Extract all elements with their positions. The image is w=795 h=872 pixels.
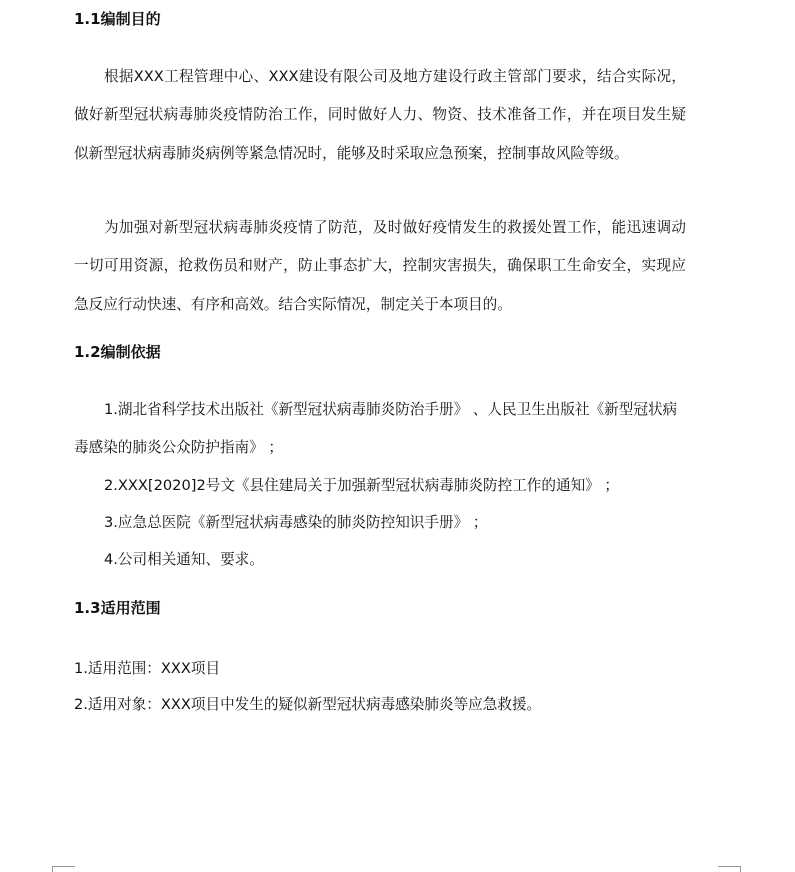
paragraph-purpose-2: 为加强对新型冠状病毒肺炎疫情了防范，及时做好疫情发生的救援处置工作，能迅速调动一切可用资源，抢救伤员和财产，防止事态扩大，控制灾害损失，确保职工生命安全，实现应急反应行动快速、有序和高效。结合实际情况，制定关于本项目的。 — [74, 219, 686, 313]
basis-item-2-text: 2.XXX[2020]2号文《县住建局关于加强新型冠状病毒肺炎防控工作的通知》 ； — [104, 477, 619, 494]
basis-item-4 — [104, 541, 686, 579]
basis-item-4-text: 4.公司相关通知、要求。 — [104, 551, 264, 568]
page-corner-mark-right — [718, 866, 741, 872]
scope-line-2: 2.适用对象：XXX项目中发生的疑似新型冠状病毒感染肺炎等应急救援。 — [74, 696, 542, 713]
section-heading-1-1: 1.1编制目的 — [74, 10, 161, 28]
basis-item-2 — [104, 467, 686, 505]
page-corner-mark-left — [52, 866, 75, 872]
section-heading-1-2: 1.2编制依据 — [74, 343, 161, 361]
basis-item-1 — [74, 391, 686, 467]
scope-line-1: 1.适用范围：XXX项目 — [74, 660, 221, 677]
basis-item-3-text: 3.应急总医院《新型冠状病毒感染的肺炎防控知识手册》 ； — [104, 514, 488, 531]
section-heading-1-3: 1.3适用范围 — [74, 599, 161, 617]
basis-item-1-text: 1.湖北省科学技术出版社《新型冠状病毒肺炎防治手册》 、人民卫生出版社《新型冠状病毒感染的肺炎公众防护指南》 ； — [74, 401, 678, 456]
paragraph-purpose-1: 根据XXX工程管理中心、XXX建设有限公司及地方建设行政主管部门要求，结合实际况，做好新型冠状病毒肺炎疫情防治工作，同时做好人力、物资、技术准备工作，并在项目发生疑似新型冠状病毒肺炎病例等紧急情况时，能够及时采取应急预案，控制事故风险等级。 — [74, 68, 686, 162]
basis-item-3 — [104, 504, 686, 542]
